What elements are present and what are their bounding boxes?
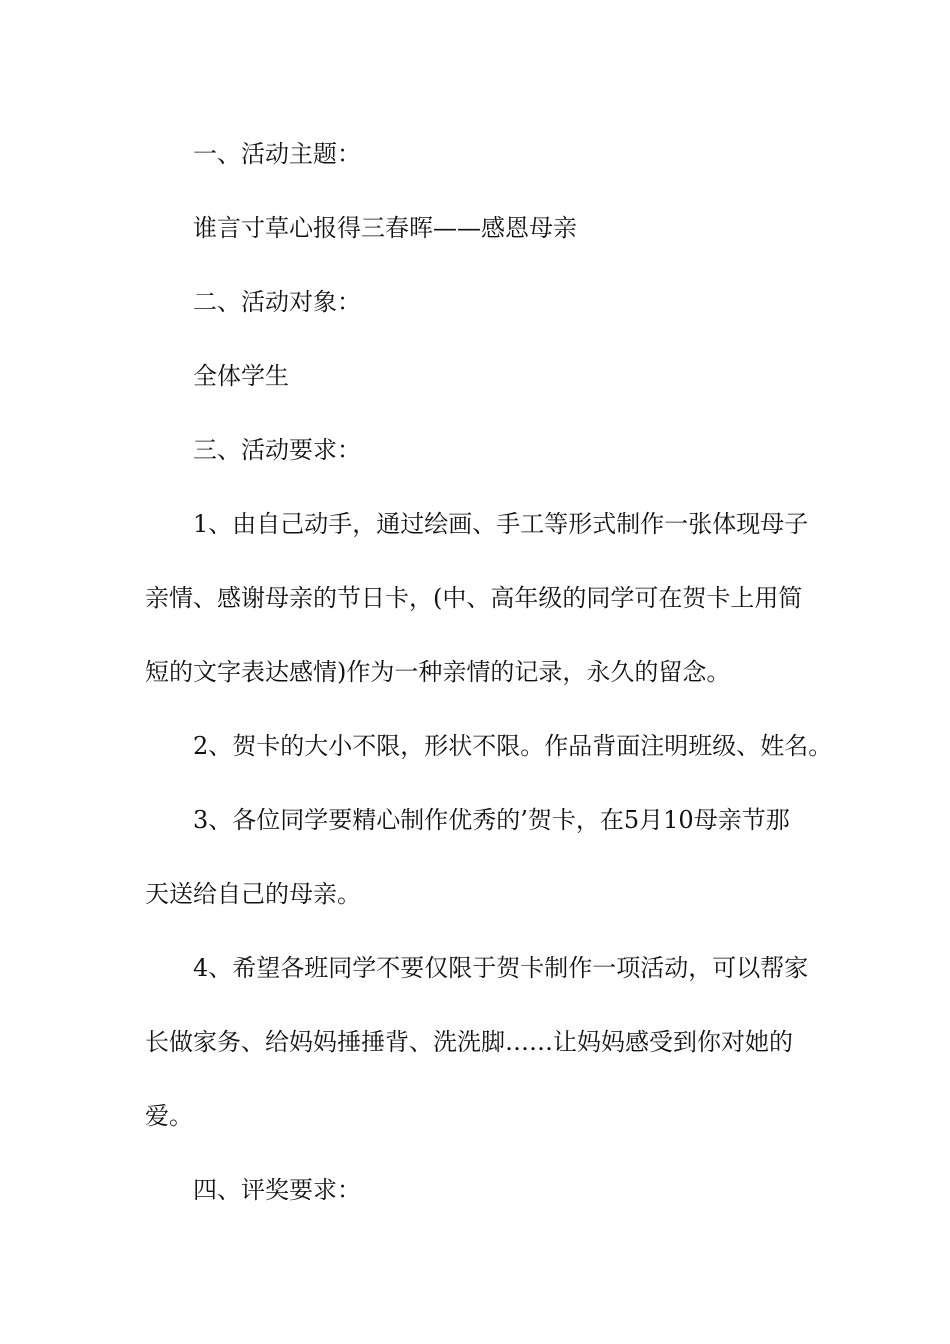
requirement-4: [145, 931, 815, 1153]
requirement-3-line-1: 3、各位同学要精心制作优秀的’贺卡，在5月10母亲节那: [193, 806, 790, 834]
theme-text: 谁言寸草心报得三春晖——感恩母亲: [193, 214, 577, 242]
section-heading-requirements: 三、活动要求：: [193, 436, 361, 464]
requirement-2: 2、贺卡的大小不限，形状不限。作品背面注明班级、姓名。: [193, 732, 833, 760]
requirement-3: [145, 783, 815, 931]
requirement-3-line-2: 天送给自己的母亲。: [145, 880, 361, 908]
requirement-4-line-1: 4、希望各班同学不要仅限于贺卡制作一项活动，可以帮家: [193, 954, 809, 982]
section-heading-awards: 四、评奖要求：: [193, 1176, 361, 1204]
requirement-1-line-3: 短的文字表达感情)作为一种亲情的记录，永久的留念。: [145, 658, 731, 686]
requirement-4-line-2: 长做家务、给妈妈捶捶背、洗洗脚……让妈妈感受到你对她的: [145, 1028, 793, 1056]
requirement-1-line-2: 亲情、感谢母亲的节日卡，(中、高年级的同学可在贺卡上用简: [145, 584, 803, 612]
requirement-4-line-3: 爱。: [145, 1102, 193, 1130]
section-heading-audience: 二、活动对象：: [193, 288, 361, 316]
audience-text: 全体学生: [193, 362, 289, 390]
requirement-1: [145, 487, 815, 709]
section-heading-theme: 一、活动主题：: [193, 140, 361, 168]
requirement-1-line-1: 1、由自己动手，通过绘画、手工等形式制作一张体现母子: [193, 510, 809, 538]
document-body: [145, 128, 833, 1238]
